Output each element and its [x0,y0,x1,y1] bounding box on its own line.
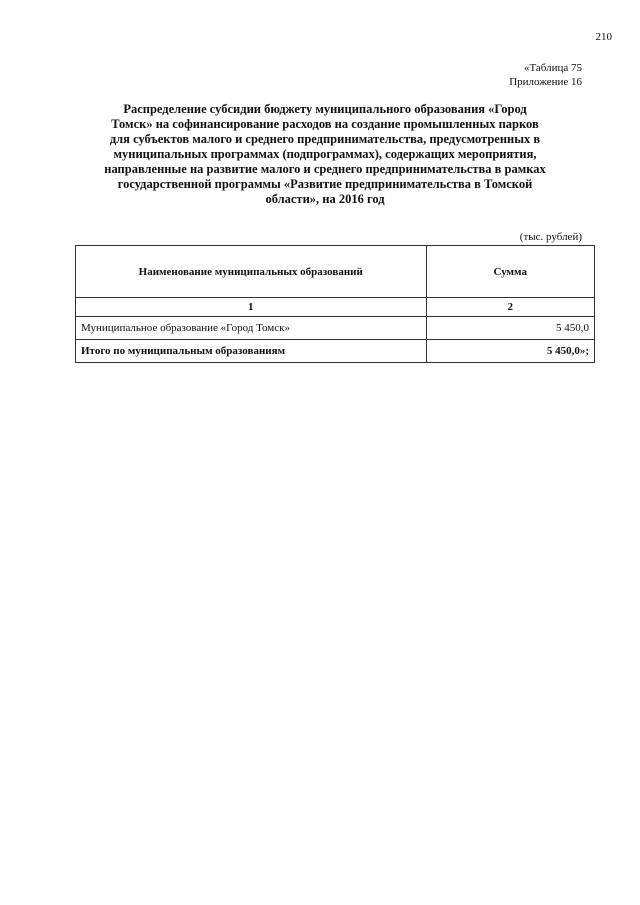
page-number: 210 [595,31,612,43]
total-label: Итого по муниципальным образованиям [76,340,427,363]
table-label: «Таблица 75 [523,62,582,74]
header-sum: Сумма [426,246,595,298]
title-line: направленные на развитие малого и среднего предпринимательства в рамках [104,162,546,176]
column-number-name: 1 [76,298,427,317]
column-number-sum: 2 [426,298,595,317]
table-header-row [76,246,595,298]
total-row [76,340,595,363]
table-reference [509,61,582,89]
title-line: муниципальных программах (подпрограммах), содержащих мероприятия, [113,147,537,161]
table-row [76,317,595,340]
title-line: для субъектов малого и среднего предпринимательства, предусмотренных в [109,132,541,146]
header-name: Наименование муниципальных образований [76,246,427,298]
total-amount: 5 450,0»; [426,340,595,363]
subsidy-table [75,245,595,363]
title-line: государственной программы «Развитие предпринимательства в Томской [117,177,533,191]
title-line: области», на 2016 год [265,192,385,206]
row-amount: 5 450,0 [426,317,595,340]
column-number-row [76,298,595,317]
row-name: Муниципальное образование «Город Томск» [76,317,427,340]
units-label: (тыс. рублей) [519,231,582,243]
appendix-label: Приложение 16 [509,76,582,88]
title-line: Томск» на софинансирование расходов на создание промышленных парков [111,117,539,131]
document-title [60,102,590,207]
title-line: Распределение субсидии бюджету муниципального образования «Город [123,102,527,116]
